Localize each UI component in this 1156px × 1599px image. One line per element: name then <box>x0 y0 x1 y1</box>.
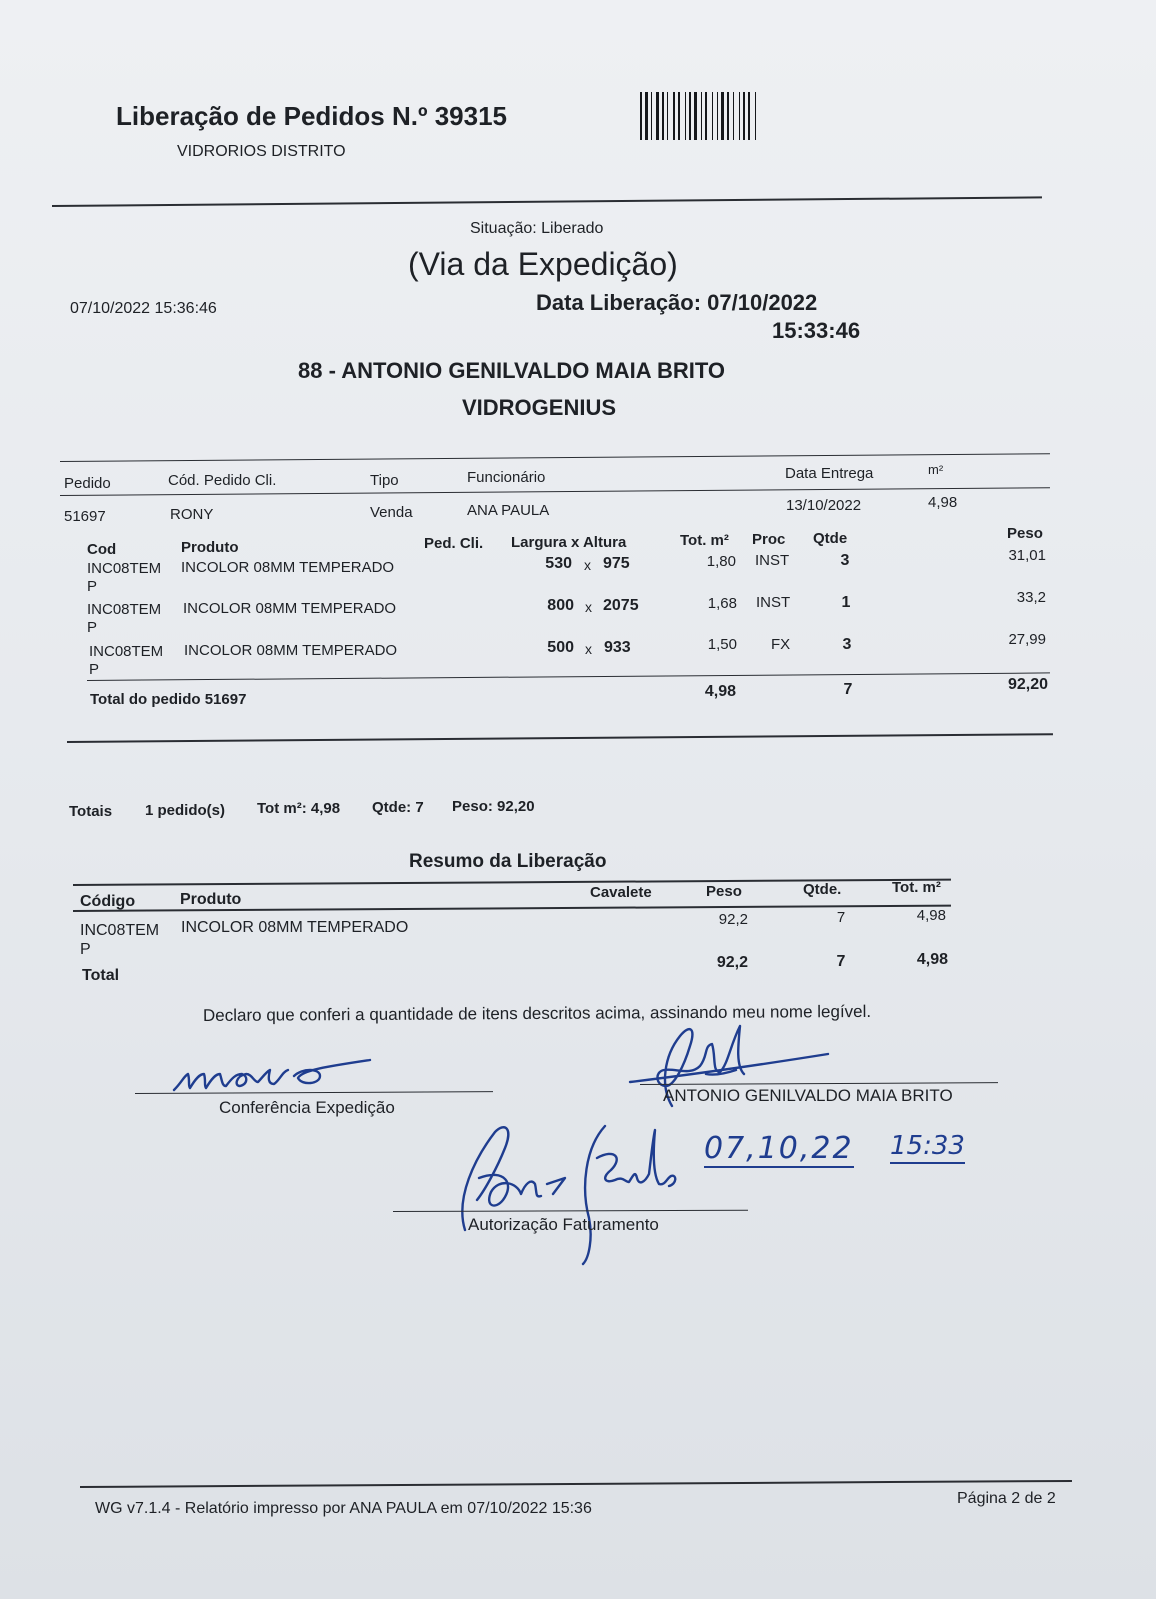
item-qtde: 3 <box>840 552 850 569</box>
col-proc: Proc <box>752 531 786 548</box>
client-signature-label: ANTONIO GENILVALDO MAIA BRITO <box>663 1086 953 1105</box>
client-signature <box>620 1016 830 1126</box>
client-name: 88 - ANTONIO GENILVALDO MAIA BRITO <box>298 358 725 383</box>
handwritten-date: 07,10,22 <box>704 1131 854 1166</box>
item-altura: 933 <box>604 639 631 656</box>
summary-title: Resumo da Liberação <box>409 851 607 872</box>
item-proc: INST <box>755 552 790 569</box>
totals-peso: Peso: 92,20 <box>452 798 535 815</box>
col-cavalete: Cavalete <box>590 884 652 901</box>
item-dimension-x: x <box>585 599 592 615</box>
page-number: Página 2 de 2 <box>957 1490 1056 1507</box>
total-pedido-m2: 4,98 <box>704 683 736 700</box>
conferencia-label: Conferência Expedição <box>219 1098 395 1117</box>
order-table-top-rule <box>60 453 1050 462</box>
summary-total-label: Total <box>82 967 120 984</box>
col-funcionario: Funcionário <box>467 469 546 486</box>
summary-peso: 92,2 <box>718 911 748 928</box>
item-tot-m2: 1,80 <box>706 553 736 570</box>
item-proc: INST <box>756 594 791 611</box>
declaration-text: Declaro que conferi a quantidade de itens descritos acima, assinando meu nome legível. <box>202 1001 872 1025</box>
status-label: Situação: Liberado <box>470 220 604 237</box>
item-tot-m2: 1,68 <box>707 595 737 612</box>
summary-qtde: 7 <box>836 909 846 926</box>
col-summary-peso: Peso <box>706 883 742 900</box>
item-cod: INC08TEM <box>87 601 162 618</box>
item-qtde: 3 <box>842 636 852 653</box>
summary-total-tot-m2: 4,98 <box>916 951 948 968</box>
handwritten-time: 15:33 <box>890 1130 965 1164</box>
item-peso: 27,99 <box>1008 631 1046 648</box>
print-datetime: 07/10/2022 15:36:46 <box>70 300 217 317</box>
col-m2: m² <box>928 462 944 477</box>
item-dimension-x: x <box>584 557 591 573</box>
footer-printed-by: WG v7.1.4 - Relatório impresso por ANA PAULA em 07/10/2022 15:36 <box>95 1500 592 1517</box>
total-pedido-qtde: 7 <box>843 681 853 698</box>
copy-label: (Via da Expedição) <box>408 246 678 282</box>
item-proc: FX <box>771 636 791 653</box>
item-produto: INCOLOR 08MM TEMPERADO <box>181 559 395 576</box>
total-pedido-label: Total do pedido 51697 <box>90 691 247 708</box>
summary-produto: INCOLOR 08MM TEMPERADO <box>181 919 409 936</box>
col-peso: Peso <box>1007 525 1043 542</box>
col-summary-tot-m2: Tot. m² <box>892 879 941 896</box>
summary-total-qtde: 7 <box>836 953 846 970</box>
col-cod-pedido-cli: Cód. Pedido Cli. <box>168 472 277 489</box>
item-cod-wrap: P <box>87 578 98 595</box>
conferencia-signature <box>170 1048 390 1096</box>
item-produto: INCOLOR 08MM TEMPERADO <box>184 642 398 659</box>
totals-qtde: Qtde: 7 <box>372 799 424 816</box>
item-cod: INC08TEM <box>89 643 164 660</box>
col-pedido: Pedido <box>64 475 111 492</box>
item-largura: 530 <box>545 555 572 572</box>
company-name: VIDRORIOS DISTRITO <box>177 143 346 160</box>
item-tot-m2: 1,50 <box>707 636 737 653</box>
release-date: Data Liberação: 07/10/2022 <box>536 290 818 315</box>
summary-total-peso: 92,2 <box>716 954 748 971</box>
order-cod-pedido-cli: RONY <box>170 506 214 523</box>
col-summary-produto: Produto <box>180 891 242 908</box>
document-title: Liberação de Pedidos N.º 39315 <box>116 101 507 131</box>
col-summary-qtde: Qtde. <box>803 881 842 898</box>
summary-tot-m2: 4,98 <box>916 907 946 924</box>
totals-label: Totais <box>69 803 113 820</box>
col-dimensions: Largura x Altura <box>511 534 627 551</box>
item-produto: INCOLOR 08MM TEMPERADO <box>183 600 397 617</box>
col-ped-cli: Ped. Cli. <box>424 535 484 552</box>
item-qtde: 1 <box>841 594 851 611</box>
totals-pedidos: 1 pedido(s) <box>145 802 226 819</box>
order-data-entrega: 13/10/2022 <box>786 497 862 514</box>
col-codigo: Código <box>80 893 136 910</box>
order-tipo: Venda <box>370 504 413 521</box>
item-altura: 2075 <box>603 597 639 614</box>
order-funcionario: ANA PAULA <box>467 502 550 519</box>
summary-codigo: INC08TEM <box>80 922 160 939</box>
summary-codigo-wrap: P <box>80 941 91 958</box>
order-pedido: 51697 <box>64 508 106 525</box>
col-produto: Produto <box>181 539 239 556</box>
item-peso: 33,2 <box>1016 589 1046 606</box>
autorizacao-signature <box>455 1118 685 1268</box>
totals-m2: Tot m²: 4,98 <box>257 800 341 817</box>
item-peso: 31,01 <box>1008 547 1046 564</box>
item-cod-wrap: P <box>89 661 100 678</box>
item-largura: 500 <box>547 639 574 656</box>
items-bottom-rule <box>67 733 1053 743</box>
items-total-rule <box>87 672 1050 681</box>
col-tipo: Tipo <box>370 472 399 489</box>
col-tot-m2: Tot. m² <box>680 532 729 549</box>
item-altura: 975 <box>603 555 630 572</box>
order-m2: 4,98 <box>928 494 958 511</box>
item-largura: 800 <box>547 597 574 614</box>
header-divider <box>52 196 1042 207</box>
item-cod-wrap: P <box>87 619 98 636</box>
barcode-icon <box>638 92 814 142</box>
item-cod: INC08TEM <box>87 560 162 577</box>
item-dimension-x: x <box>585 641 592 657</box>
footer-rule <box>80 1480 1072 1488</box>
total-pedido-peso: 92,20 <box>1007 676 1048 693</box>
client-company: VIDROGENIUS <box>462 395 617 420</box>
col-data-entrega: Data Entrega <box>785 465 874 482</box>
release-time: 15:33:46 <box>772 318 861 343</box>
col-cod: Cod <box>87 541 117 558</box>
autorizacao-label: Autorização Faturamento <box>468 1215 659 1234</box>
col-qtde: Qtde <box>813 530 848 547</box>
